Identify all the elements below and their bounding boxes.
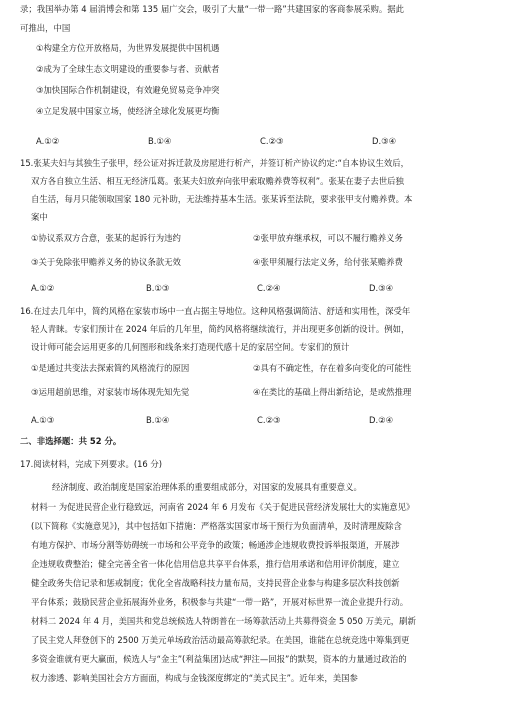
q16-option-item: ①是通过共变法去探索简约风格流行的原因 [31,363,190,373]
q17-paragraph-line: 有地方保护、市场分割等妨碍统一市场和公平竞争的政策；畅通涉企违规收费投诉举报渠道，开展涉 [31,540,400,550]
q16-stem-line: 设计师可能会运用更多的几何图形和线条来打造现代感十足的家居空间。专家们的预计 [31,342,350,352]
q17-paragraph-line: 经济制度、政治制度是国家治理体系的重要组成部分，对国家的发展具有重要意义。 [52,482,362,492]
q16-stem-line: 轻人青睐。专家们预计在 2024 年后的几年里，简约风格将继续流行，并出现更多创新的设计。例如， [31,324,410,334]
q17-paragraph-line: 健全政务失信记录和惩戒制度；优化全省战略科技力量布局，支持民营企业参与构建多层次科技创新 [31,578,400,588]
q16-choice-c[interactable]: C.②③ [257,415,281,425]
q16-choice-d[interactable]: D.②④ [369,415,394,425]
q17-paragraph-line: 多资金谁就有更大赢面，候选人与“金主”(利益集团)达成“押注—回报”的默契，资本的力量通过政治的 [31,654,407,664]
q17-paragraph-line: 平台体系；鼓励民营企业拓展海外业务，积极参与共建“一带一路”，开展对标世界一流企业提升行动。 [31,597,409,607]
q14-choice-c[interactable]: C.②③ [260,136,284,146]
q15-stem-line: 双方各自独立生活、相互无经济瓜葛。张某夫妇放弃向张甲索取赡养费等权利”。张某在妻子去世后独 [31,176,404,186]
q15-option-item: ①协议系双方合意，张某的起诉行为违约 [31,233,181,243]
q14-stem-line: 录；我国举办第 4 届消博会和第 135 届广交会，吸引了大量“一带一路”共建国家的客商参展采购。据此 [20,4,405,14]
q17-paragraph-line: 材料一 为促进民营企业行稳致远，河南省 2024 年 6 月发布《关于促进民营经济发展壮大的实施意见》 [31,502,415,512]
q14-option-item: ③加快国际合作机制建设，有效避免贸易竞争冲突 [36,85,220,95]
q15-stem-line: 案中 [31,212,48,222]
q15-option-item: ④张甲须履行法定义务，给付张某赡养费 [253,257,403,267]
q16-choice-a[interactable]: A.①③ [31,415,55,425]
q15-option-item: ②张甲放弃继承权，可以不履行赡养义务 [253,233,403,243]
q15-choice-c[interactable]: C.②④ [257,283,281,293]
q15-option-item: ③关于免除张甲赡养义务的协议条款无效 [31,257,181,267]
section-heading: 二、非选择题：共 52 分。 [20,436,122,446]
q15-choice-b[interactable]: B.①③ [146,283,170,293]
q15-stem-line: 15.张某夫妇与其独生子张甲，经公证对拆迁款及房屋进行析产，并签订析产协议约定:“自本协议生效后， [20,158,409,168]
q16-option-item: ③运用超前思维，对家装市场体现先知先觉 [31,387,190,397]
q14-option-item: ②成为了全球生态文明建设的重要参与者、贡献者 [36,64,220,74]
q17-paragraph-line: 权力渗透、影响美国社会方方面面，构成与金钱深度绑定的“美式民主”。近年来，美国参 [31,673,358,683]
q16-stem-line: 16.在过去几年中，简约风格在家装市场中一直占据主导地位。这种风格强调简洁、舒适和实用性，深受年 [20,306,411,316]
q17-paragraph-line: 材料二 2024 年 4 月，美国共和党总统候选人特朗普在一场筹款活动上共募得资金 5 050 万美元，刷新 [31,616,416,626]
q14-option-item: ④立足发展中国家立场，使经济全球化发展更均衡 [36,106,220,116]
q14-option-item: ①构建全方位开放格局，为世界发展提供中国机遇 [36,43,220,53]
q16-option-item: ②具有不确定性，存在着多向变化的可能性 [253,363,412,373]
q14-choice-d[interactable]: D.③④ [372,136,397,146]
q15-choice-a[interactable]: A.①② [31,283,55,293]
q17-paragraph-line: (以下简称《实施意见》)，其中包括如下措施：严格落实国家市场干预行为负面清单，及时清理废除含 [31,521,402,531]
q15-stem-line: 自生活，每月只能领取国家 180 元补助，无法维持基本生活。张某诉至法院，要求张甲支付赡养费。本 [31,194,413,204]
q16-choice-b[interactable]: B.①④ [146,415,170,425]
q14-choice-b[interactable]: B.①④ [148,136,172,146]
q14-stem-line: 可推出，中国 [20,23,71,33]
q17-paragraph-line: 企违规收费整治；健全完善全省一体化信用信息共享平台体系，推行信用承诺和信用评价制度，建立 [31,559,400,569]
q15-choice-d[interactable]: D.③④ [369,283,394,293]
q17-title: 17.阅读材料，完成下列要求。(16 分) [20,459,163,469]
q16-option-item: ④在类比的基础上得出新结论，是或然推理 [253,387,412,397]
q17-paragraph-line: 了民主党人拜登创下的 2500 万美元单场政治活动最高筹款纪录。在美国，谁能在总统竞选中筹集到更 [31,635,410,645]
q14-choice-a[interactable]: A.①② [36,136,60,146]
